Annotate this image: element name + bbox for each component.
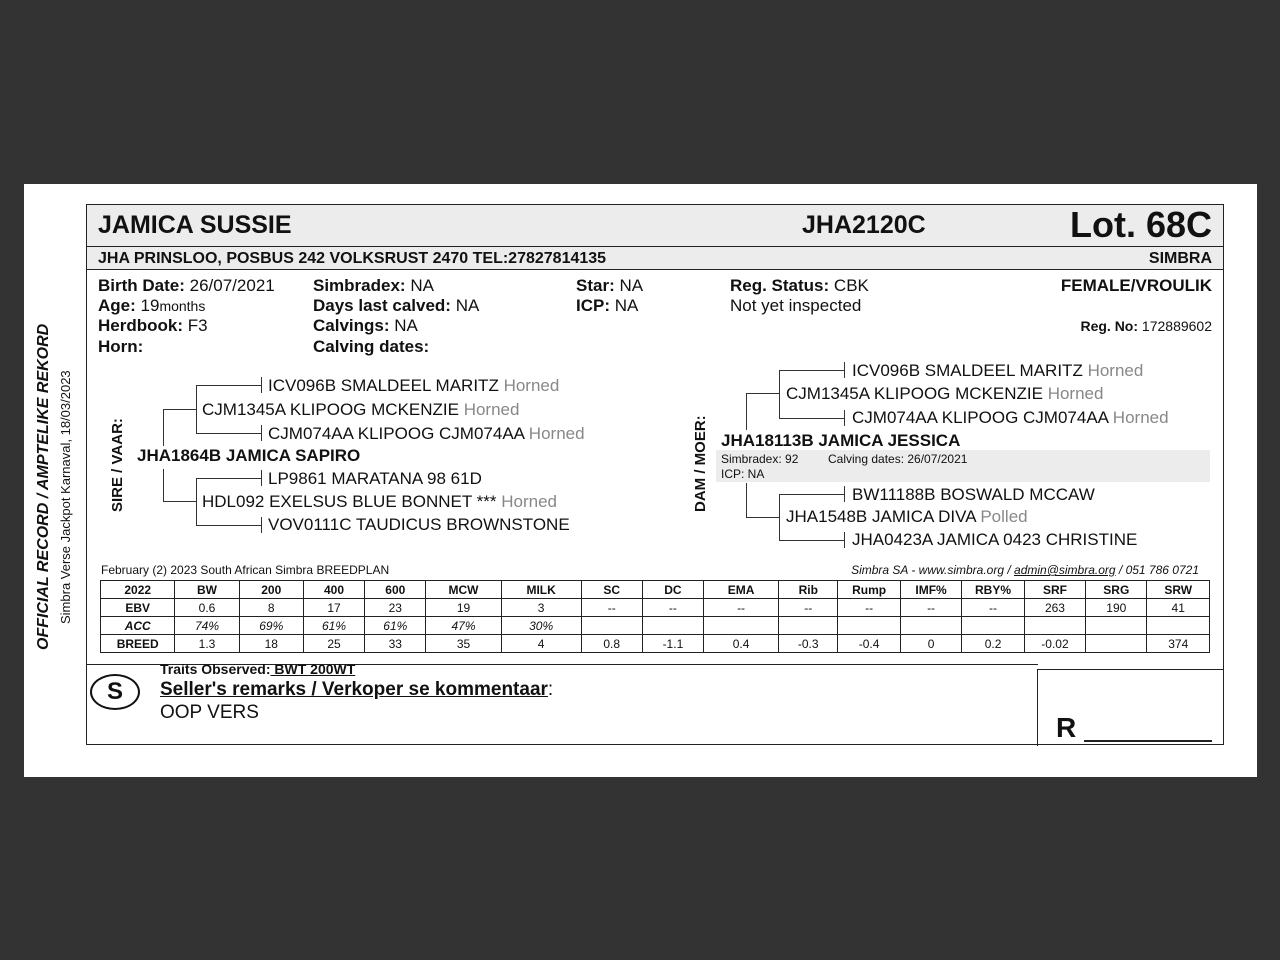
pedigree-line	[844, 486, 845, 502]
inspection-status: Not yet inspected	[730, 296, 862, 315]
reg-number: Reg. No: 172889602	[1080, 318, 1212, 334]
sire-sire-sire: ICV096B SMALDEEL MARITZ Horned	[268, 376, 560, 395]
price-box-top	[1037, 669, 1224, 670]
sire-name: JHA1864B JAMICA SAPIRO	[137, 446, 361, 465]
dam-dam-sire: BW11188B BOSWALD MCCAW	[852, 485, 1095, 504]
dam-sire-sire: ICV096B SMALDEEL MARITZ Horned	[852, 361, 1144, 380]
pedigree-line	[196, 385, 261, 386]
ebv-cell	[838, 617, 900, 635]
ebv-cell: 33	[365, 635, 426, 653]
age: Age: 19months	[98, 296, 206, 315]
breed-row	[101, 635, 1210, 653]
ebv-cell: -1.1	[642, 635, 703, 653]
dam-simbradex: Simbradex: 92	[721, 452, 799, 466]
pedigree-line	[196, 385, 197, 433]
seller-logo-badge: S	[90, 674, 140, 710]
ebv-cell: SC	[581, 581, 642, 599]
sire-dam-sire: LP9861 MARATANA 98 61D	[268, 469, 482, 488]
ebv-cell: --	[838, 599, 900, 617]
ebv-cell	[1086, 635, 1147, 653]
ebv-cell: 19	[426, 599, 501, 617]
days-last-calved: Days last calved: NA	[313, 296, 480, 315]
ebv-cell	[1086, 617, 1147, 635]
pedigree-line	[261, 517, 262, 533]
ebv-row	[101, 599, 1210, 617]
pedigree-line	[779, 494, 844, 495]
dam-icp: ICP: NA	[721, 467, 765, 481]
dam-section-label: DAM / MOER:	[692, 415, 709, 512]
ebv-cell: --	[642, 599, 703, 617]
lot-number: Lot. 68C	[1069, 204, 1212, 245]
sire-dam-dam: VOV0111C TAUDICUS BROWNSTONE	[268, 515, 570, 534]
ebv-header-row	[101, 581, 1210, 599]
pedigree-line	[196, 525, 261, 526]
ebv-cell: 374	[1147, 635, 1210, 653]
ebv-cell: Rib	[779, 581, 838, 599]
ebv-cell: SRW	[1147, 581, 1210, 599]
pedigree-line	[779, 370, 780, 418]
ebv-cell	[704, 617, 779, 635]
email-link[interactable]: admin@simbra.org	[1014, 563, 1116, 577]
ebv-cell: 200	[239, 581, 303, 599]
pedigree-line	[261, 377, 262, 393]
ebv-row-label: EBV	[101, 599, 175, 617]
ebv-cell	[779, 617, 838, 635]
sire-sire-dam: CJM074AA KLIPOOG CJM074AA Horned	[268, 424, 585, 443]
ebv-cell: 4	[501, 635, 581, 653]
ebv-cell: 263	[1024, 599, 1085, 617]
ebv-cell: 23	[365, 599, 426, 617]
ebv-cell: -0.02	[1024, 635, 1085, 653]
sex-label: FEMALE/VROULIK	[1060, 276, 1212, 295]
ebv-cell: 61%	[365, 617, 426, 635]
ebv-cell: 0.6	[175, 599, 239, 617]
ebv-cell: IMF%	[900, 581, 961, 599]
calvings: Calvings: NA	[313, 316, 418, 335]
ebv-cell: 30%	[501, 617, 581, 635]
acc-row	[101, 617, 1210, 635]
ebv-cell: 0.4	[704, 635, 779, 653]
pedigree-line	[746, 517, 779, 518]
pedigree-line	[844, 532, 845, 548]
ebv-cell: 61%	[303, 617, 364, 635]
star: Star: NA	[576, 276, 644, 295]
official-record-label: OFFICIAL RECORD / AMPTELIKE REKORD	[35, 323, 52, 650]
ebv-cell: 600	[365, 581, 426, 599]
dam-sire-dam: CJM074AA KLIPOOG CJM074AA Horned	[852, 408, 1169, 427]
animal-name: JAMICA SUSSIE	[98, 211, 292, 239]
ebv-cell	[900, 617, 961, 635]
ebv-cell: --	[900, 599, 961, 617]
herdbook: Herdbook: F3	[98, 316, 208, 335]
ebv-cell	[581, 617, 642, 635]
ebv-cell: SRF	[1024, 581, 1085, 599]
ebv-cell: --	[704, 599, 779, 617]
pedigree-line	[779, 370, 844, 371]
ebv-cell: 25	[303, 635, 364, 653]
sellers-remarks: Seller's remarks / Verkoper se kommentaar:	[160, 679, 554, 700]
price-label: R	[1056, 712, 1077, 743]
ebv-cell	[642, 617, 703, 635]
pedigree-line	[163, 409, 196, 410]
ebv-cell: 74%	[175, 617, 239, 635]
dam-calving-dates: Calving dates: 26/07/2021	[828, 452, 968, 466]
ebv-cell: Rump	[838, 581, 900, 599]
pedigree-line	[844, 362, 845, 378]
simbra-contact: Simbra SA - www.simbra.org / admin@simbra.org / 051 786 0721	[851, 563, 1199, 577]
ebv-cell	[962, 617, 1025, 635]
ebv-cell: EMA	[704, 581, 779, 599]
catalogue-card	[24, 184, 1257, 777]
pedigree-line	[163, 409, 164, 446]
icp: ICP: NA	[576, 296, 639, 315]
ebv-table	[100, 580, 1210, 653]
ebv-cell: RBY%	[962, 581, 1025, 599]
pedigree-line	[196, 433, 261, 434]
breed-label: SIMBRA	[1148, 250, 1212, 267]
pedigree-line	[779, 494, 780, 540]
sire-dam: HDL092 EXELSUS BLUE BONNET *** Horned	[202, 492, 557, 511]
ebv-cell: 1.3	[175, 635, 239, 653]
dam-sire: CJM1345A KLIPOOG MCKENZIE Horned	[786, 384, 1104, 403]
dam-name: JHA18113B JAMICA JESSICA	[721, 431, 961, 450]
reg-status: Reg. Status: CBK	[730, 276, 869, 295]
sire-section-label: SIRE / VAAR:	[109, 418, 126, 512]
birth-date: Birth Date: 26/07/2021	[98, 276, 275, 295]
pedigree-line	[261, 470, 262, 486]
pedigree-line	[779, 540, 844, 541]
breedplan-source: February (2) 2023 South African Simbra BREEDPLAN	[101, 563, 390, 577]
pedigree-line	[844, 410, 845, 426]
ebv-cell: MCW	[426, 581, 501, 599]
dam-dam: JHA1548B JAMICA DIVA Polled	[786, 507, 1028, 526]
divider	[87, 269, 1223, 270]
ebv-cell	[1024, 617, 1085, 635]
sale-name-label: Simbra Verse Jackpot Karnaval, 18/03/2023	[58, 370, 73, 624]
dam-dam-dam: JHA0423A JAMICA 0423 CHRISTINE	[852, 530, 1138, 549]
pedigree-line	[779, 418, 844, 419]
ebv-cell: BW	[175, 581, 239, 599]
ebv-cell: 47%	[426, 617, 501, 635]
ebv-cell: DC	[642, 581, 703, 599]
ebv-cell: -0.3	[779, 635, 838, 653]
ebv-row-label: BREED	[101, 635, 175, 653]
pedigree-line	[196, 478, 197, 525]
pedigree-line	[196, 478, 261, 479]
animal-code: JHA2120C	[802, 211, 926, 239]
ebv-cell: 3	[501, 599, 581, 617]
ebv-cell: 400	[303, 581, 364, 599]
calving-dates-label: Calving dates:	[313, 337, 430, 356]
ebv-cell: --	[779, 599, 838, 617]
ebv-cell: 190	[1086, 599, 1147, 617]
price-underline[interactable]	[1084, 740, 1212, 742]
ebv-cell: 35	[426, 635, 501, 653]
pedigree-line	[746, 483, 747, 517]
price-box-side	[1037, 669, 1038, 746]
ebv-row-label: ACC	[101, 617, 175, 635]
ebv-cell: -0.4	[838, 635, 900, 653]
ebv-cell: --	[962, 599, 1025, 617]
ebv-cell: 0	[900, 635, 961, 653]
pedigree-line	[261, 425, 262, 441]
ebv-cell: 41	[1147, 599, 1210, 617]
sire-sire: CJM1345A KLIPOOG MCKENZIE Horned	[202, 400, 520, 419]
traits-observed: Traits Observed: BWT 200WT	[160, 661, 356, 677]
ebv-cell	[1147, 617, 1210, 635]
ebv-cell: MILK	[501, 581, 581, 599]
horn-label: Horn:	[98, 337, 144, 356]
ebv-cell: SRG	[1086, 581, 1147, 599]
ebv-row-label: 2022	[101, 581, 175, 599]
ebv-cell: 0.2	[962, 635, 1025, 653]
ebv-cell: 18	[239, 635, 303, 653]
pedigree-line	[163, 469, 164, 501]
remarks-value: OOP VERS	[160, 702, 259, 723]
ebv-cell: --	[581, 599, 642, 617]
ebv-cell: 8	[239, 599, 303, 617]
breeder-info: JHA PRINSLOO, POSBUS 242 VOLKSRUST 2470 TEL:27827814135	[98, 250, 607, 267]
ebv-cell: 69%	[239, 617, 303, 635]
ebv-cell: 0.8	[581, 635, 642, 653]
pedigree-line	[163, 501, 196, 502]
ebv-cell: 17	[303, 599, 364, 617]
simbradex: Simbradex: NA	[313, 276, 434, 295]
pedigree-line	[746, 393, 779, 394]
pedigree-line	[746, 393, 747, 430]
